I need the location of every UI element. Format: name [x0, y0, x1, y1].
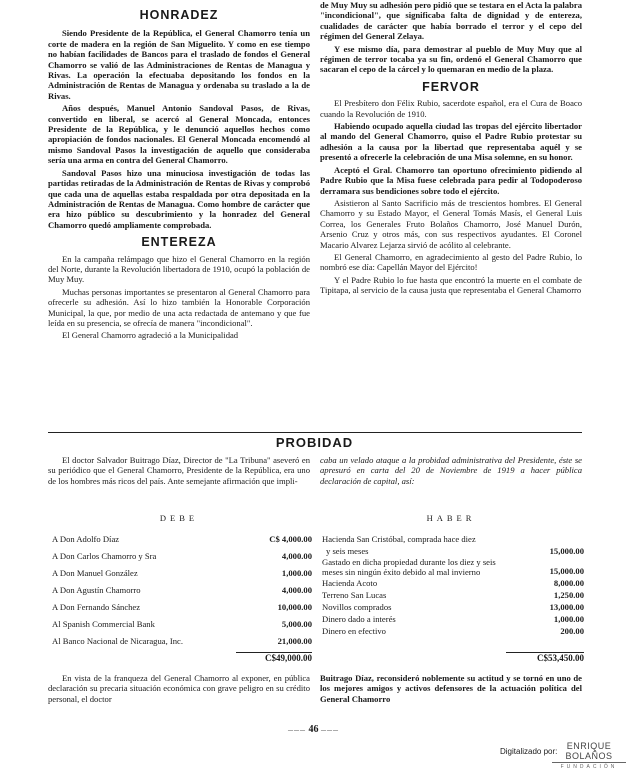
paragraph: Y ese mismo día, para demostrar al pueblo de Muy Muy que al régimen de terror tocaba ya su fin, ordenó el General Chamorro que sacaran el cepo de la cárcel y lo quemaran en medio de la plaza. — [320, 43, 582, 75]
ledger-row: Hacienda Acoto 8,000.00 — [322, 578, 584, 588]
paragraph: El General Chamorro agradeció a la Municipalidad — [62, 330, 239, 341]
paragraph: caba un velado ataque a la probidad administrativa del Presidente, éste se apresuró en carta del 20 de Noviembre de 1919 a hacer pública declaración de capital, así: — [320, 455, 582, 486]
paragraph: Y el Padre Rubio lo fue hasta que encontró la muerte en el combate de Tipitapa, al servicio de la causa justa que representaba el General Chamorro — [320, 274, 582, 296]
ledger-row: A Don Agustín Chamorro 4,000.00 — [52, 585, 312, 595]
ledger-row: A Don Manuel González 1,000.00 — [52, 568, 312, 578]
ledger-row: Dinero en efectivo 200.00 — [322, 626, 584, 636]
right-column — [320, 0, 582, 296]
ledger-row: A Don Carlos Chamorro y Sra 4,000.00 — [52, 551, 312, 561]
haber-total: C$53,450.00 — [506, 652, 584, 663]
paragraph: Asistieron al Santo Sacrificio más de trescientos hombres. El General Chamorro y su Estado Mayor, el General Tomás Masís, el General Luis Correa, los Generales Fruto Bolaños Chamorro, José Manuel Durón, Arsenio Cruz y otros más, con sus respectivos ayudantes. El Coronel Macario Alvarez Lejarza sirvió de acólito al celebrante. — [320, 197, 582, 250]
paragraph: Muchas personas importantes se presentaron al General Chamorro para ofrecerle su adhesión. Así lo hizo también la Honorable Corporación Municipal, la que, por medio de una acta redactada de antemano y que fue leída en su presencia, se ofrecía de manera "incondicional". — [48, 286, 310, 328]
ledger-row: Gastado en dicha propiedad durante los diez y seis meses sin ningún éxito debido al mal invierno 15,000.00 — [322, 557, 584, 577]
haber-ledger — [322, 533, 584, 637]
ledger-row: Al Spanish Commercial Bank 5,000.00 — [52, 619, 312, 629]
probidad-intro-left — [48, 455, 310, 486]
section-title-fervor: FERVOR — [422, 79, 480, 94]
digitized-credit: Digitalizado por: — [500, 747, 558, 756]
enrique-bolanos-logo: ENRIQUE BOLAÑOS FUNDACIÓN — [550, 741, 628, 770]
ledger-row: Al Banco Nacional de Nicaragua, Inc. 21,000.00 — [52, 636, 312, 646]
section-title-probidad: PROBIDAD — [275, 435, 354, 450]
paragraph: de Muy Muy su adhesión pero pidió que se testara en el Acta la palabra "incondicional", que significaba falta de dignidad y de entereza, cualidades de carácter que había borrado el terror y el cepo del régimen del General Zelaya. — [320, 0, 582, 42]
ledger-row: Hacienda San Cristóbal, comprada hace diez — [322, 534, 476, 544]
ledger-row: A Don Fernando Sánchez 10,000.00 — [52, 602, 312, 612]
ledger-row: Terreno San Lucas 1,250.00 — [322, 590, 584, 600]
probidad-intro-right — [320, 455, 582, 486]
paragraph: Habiendo ocupado aquella ciudad las tropas del ejército libertador al mando del General Chamorro, quiso el Padre Rubio protestar su adhesión a la causa por la libertad que representaba aquél y se presentó a ofrecerle la celebración de una Misa solemne, en su honor. — [320, 121, 582, 163]
paragraph: El General Chamorro, en agradecimiento al gesto del Padre Rubio, lo nombró ese día: Capellán Mayor del Ejército! — [320, 251, 582, 273]
debe-heading: DEBE — [159, 513, 199, 523]
page-number: ——— 46 ——— — [288, 724, 339, 735]
left-column — [48, 10, 310, 341]
ledger-row: y seis meses 15,000.00 — [326, 546, 584, 556]
debe-total: C$49,000.00 — [236, 652, 312, 663]
paragraph: En vista de la franqueza del General Chamorro al exponer, en pública declaración su precaria situación económica con grave peligro en su crédito personal, el doctor — [48, 673, 310, 704]
paragraph: Aceptó el Gral. Chamorro tan oportuno ofrecimiento pidiendo al Padre Rubio que la Misa fuese celebrada para pedir al Todopoderoso derramara sus bendiciones sobre todo el ejército. — [320, 164, 582, 196]
paragraph: En la campaña relámpago que hizo el General Chamorro en la región del Norte, durante la Revolución libertadora de 1910, ocupó la población de Muy Muy. — [48, 253, 310, 285]
paragraph: El doctor Salvador Buitrago Díaz, Director de "La Tribuna" aseveró en su periódico que el General Chamorro, Presidente de la República, era uno de los hombres más ricos del país. Ante semejante afirmación que impli- — [48, 455, 310, 486]
debe-ledger — [52, 533, 312, 647]
haber-heading: HABER — [426, 513, 476, 523]
ledger-row: Dinero dado a interés 1,000.00 — [322, 614, 584, 624]
paragraph: El Presbítero don Félix Rubio, sacerdote español, era el Cura de Boaco cuando la Revolución de 1910. — [320, 98, 582, 119]
paragraph: Buitrago Díaz, reconsideró noblemente su actitud y se tornó en uno de los mejores amigos y activos defensores de la actuación política del General Chamorro — [320, 673, 582, 704]
paragraph: Años después, Manuel Antonio Sandoval Pasos, de Rivas, convertido en liberal, se acercó al General Moncada, entonces Presidente de la República, y le denunció aquellos hechos como apropiación de fondos nacionales. El General Moncada encomendó al mismo Sandoval Pasos la investigación de aquello que consideraba sería una arma en contra del General Chamorro. — [48, 103, 310, 166]
paragraph: Sandoval Pasos hizo una minuciosa investigación de todas las partidas retiradas de la Administración de Rentas de Rivas y comprobó que cada una de aquellas estaba respaldada por otra depositada en la Administración de Rentas de Managua. Como hombre de carácter que era hizo público su descubrimiento y la honradez del General Chamorro quedó ampliamente comprobada. — [48, 167, 310, 230]
section-title-entereza: ENTEREZA — [141, 235, 217, 250]
ledger-row: A Don Adolfo Díaz C$ 4,000.00 — [52, 534, 312, 544]
ledger-row: Novillos comprados 13,000.00 — [322, 602, 584, 612]
section-title-honradez: HONRADEZ — [139, 8, 219, 22]
section-divider — [48, 432, 582, 433]
probidad-closing-left — [48, 673, 310, 704]
probidad-closing-right — [320, 673, 582, 704]
paragraph: Siendo Presidente de la República, el General Chamorro tenía un corte de madera en la región de San Miguelito. Y como en ese tiempo no habían facilidades de Bancos para el traslado de fondos el General Chamorro se valió de las Administraciones de Rentas de Managua y Rivas. La operación la efectuaba depositando los fondos en la Administración de Rentas de Managua y ordenaba su traslado a la de Rivas. — [48, 28, 310, 101]
